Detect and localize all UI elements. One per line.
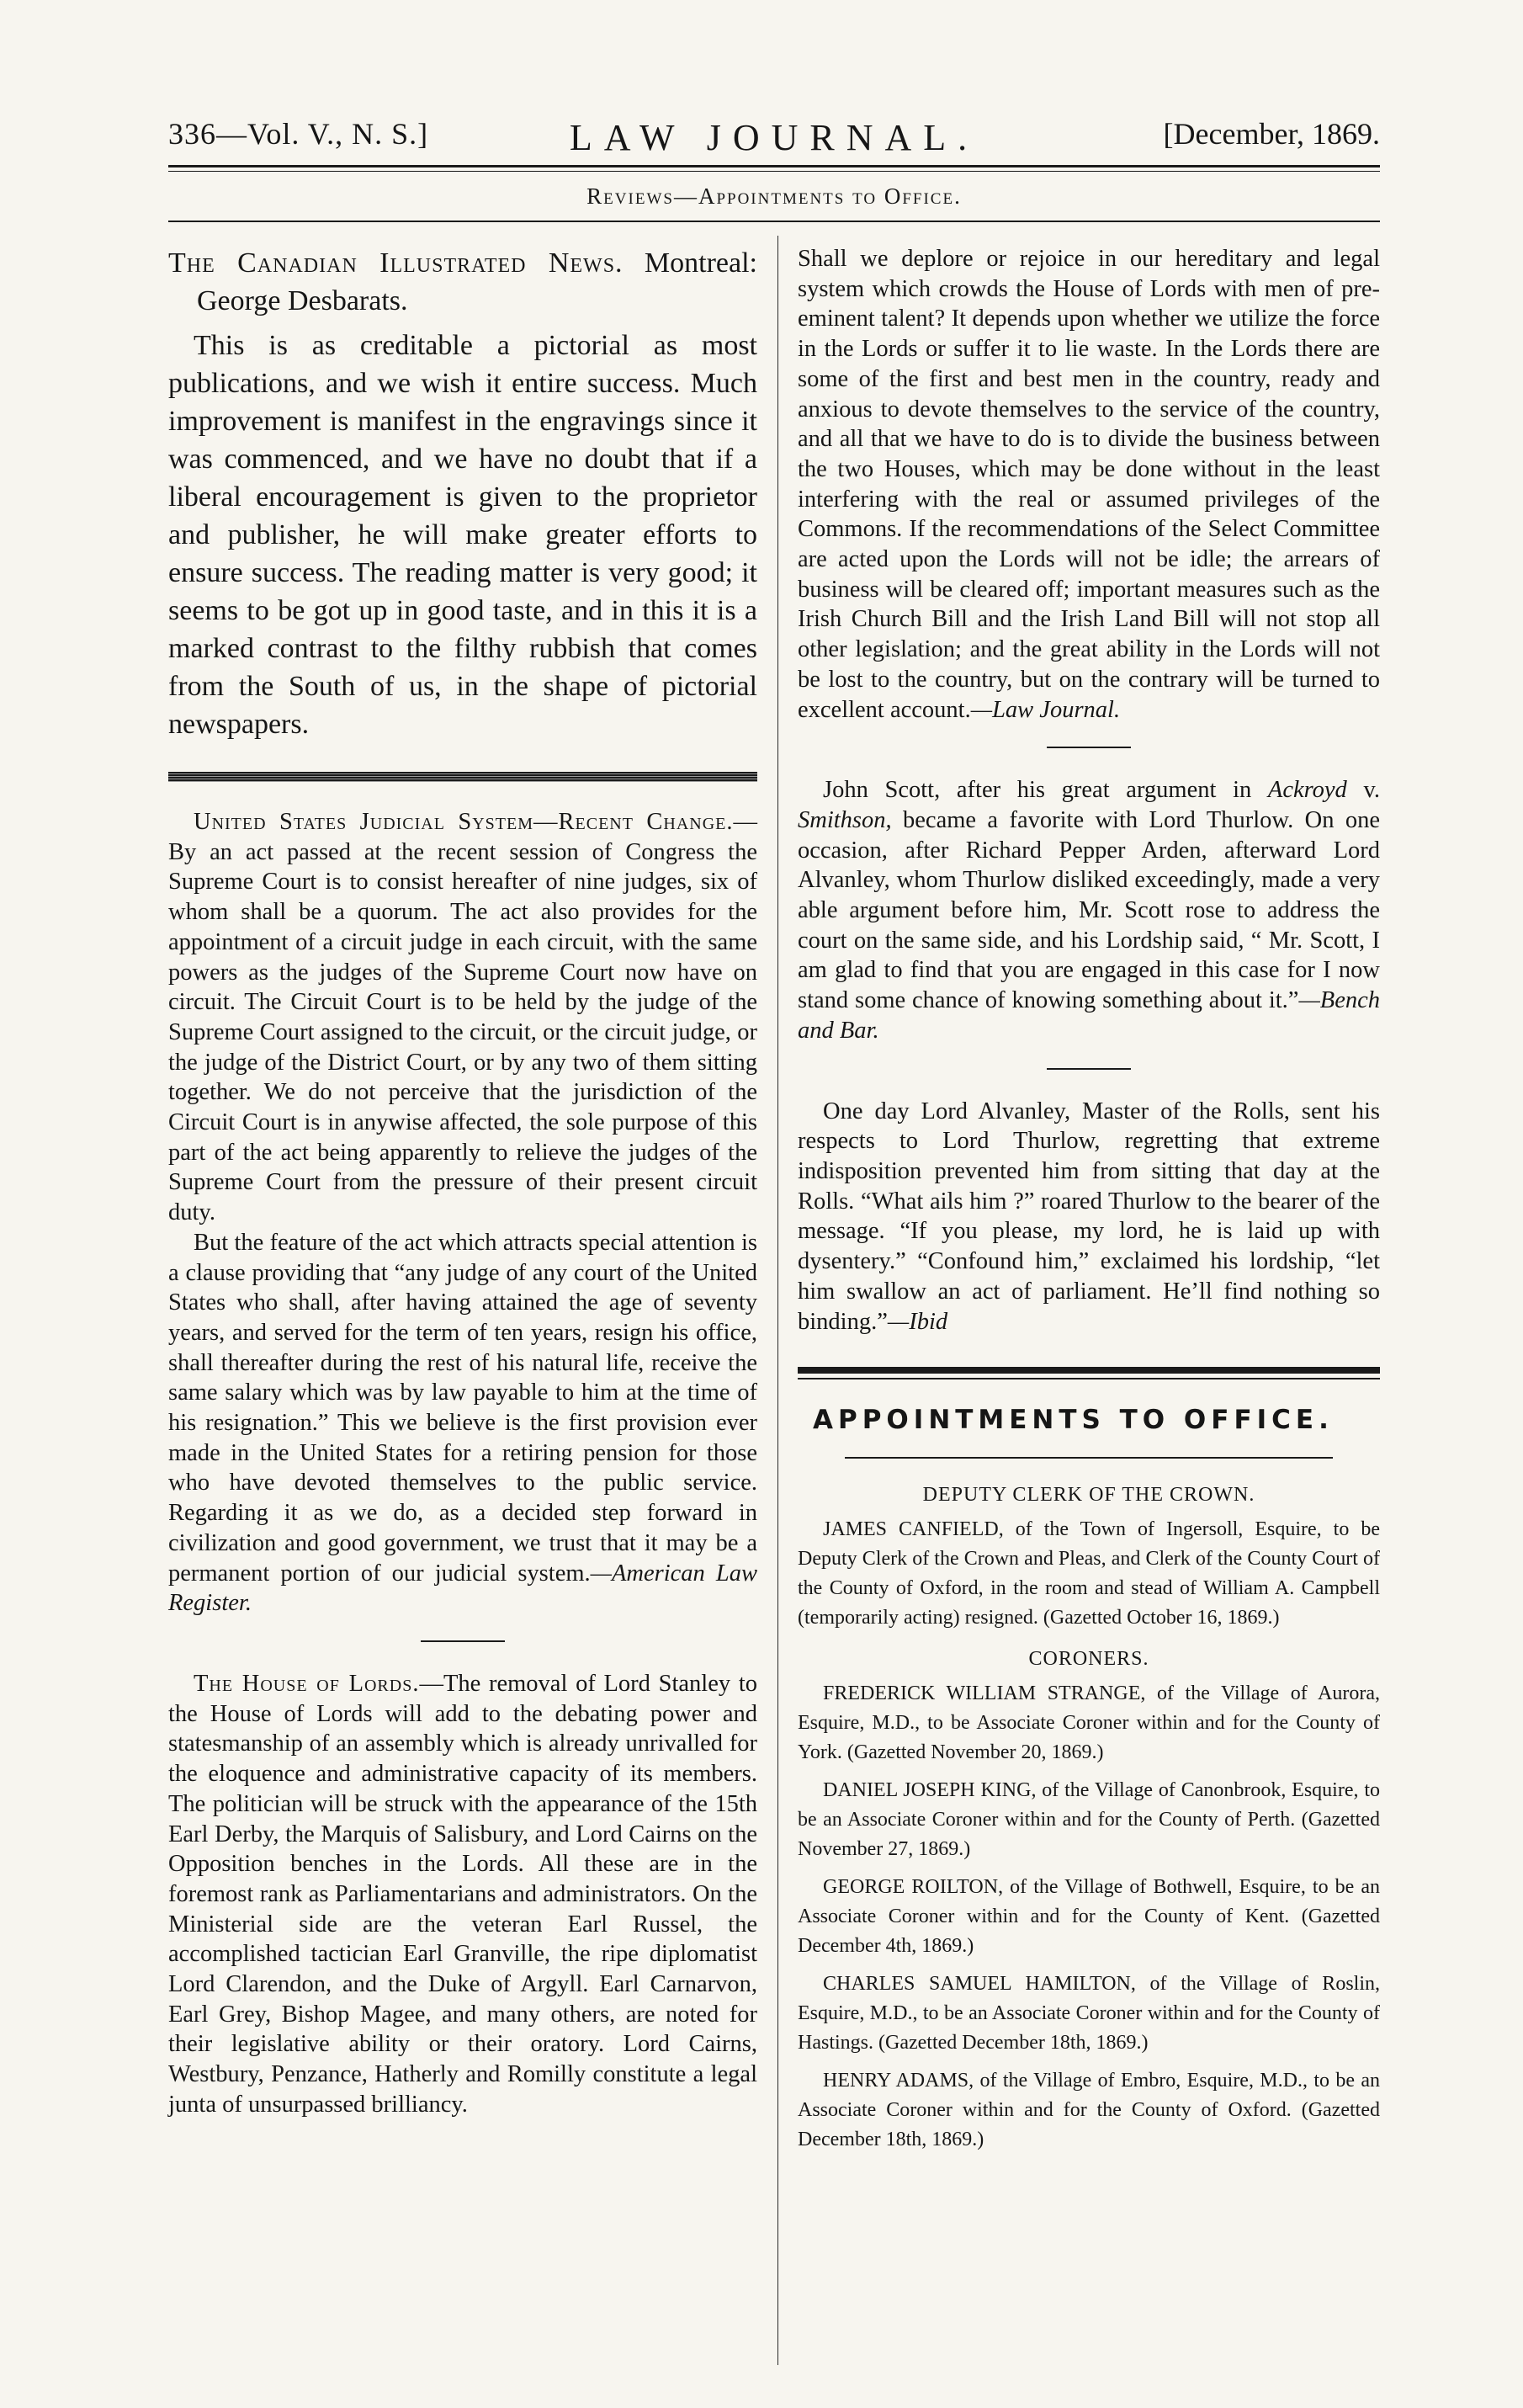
- appointments-rule-thick: [798, 1367, 1380, 1374]
- lords-heading: The House of Lords.: [194, 1670, 420, 1697]
- news-publisher: Montreal: George Desbarats.: [197, 247, 758, 316]
- scott-text-a: John Scott, after his great argument in: [823, 777, 1268, 804]
- left-column: [168, 244, 757, 2120]
- appointments-underline: [845, 1457, 1333, 1459]
- right-column: [798, 244, 1380, 2155]
- alvanley-source: —Ibid: [887, 1308, 948, 1335]
- scott-case-a: Ackroyd: [1267, 777, 1347, 804]
- judicial-para-2-wrap: [168, 1228, 757, 1619]
- judicial-para-1: —By an act passed at the recent session of Congress the Supreme Court is to consist hereafter of nine judges, six of whom shall be a quorum. The act also provides for the appointment of a circuit judge in each circuit, with the same powers as the judges of the Supreme Court now have on circuit. The Circuit Court is to be held by the judge of the Supreme Court assigned to the circuit, or the circuit judge, or the judge of the District Court, or by any two of them sitting together. We do not perceive that the jurisdiction of the Circuit Court is in anywise affected, the sole purpose of this part of the act being apparently to relieve the judges of the Supreme Court from the pressure of their present circuit duty.: [168, 809, 757, 1226]
- appointment-entry: CHARLES SAMUEL HAMILTON, of the Village of Roslin, Esquire, M.D., to be an Associate Coroner within and for the County of Hastings. (Gazetted December 18th, 1869.): [798, 1973, 1380, 2055]
- column-divider: [777, 236, 778, 2365]
- scott-case-b: Smithson,: [798, 806, 892, 833]
- alvanley-anecdote: [798, 1097, 1380, 1337]
- lords-article: [168, 1669, 757, 2120]
- article-separator: [421, 1640, 505, 1642]
- news-body: This is as creditable a pictorial as most publications, and we wish it entire success. Much improvement is manifest in the engravings since it was commenced, and we have no doubt that if a liberal encouragement is given to the proprietor and publisher, he will make greater efforts to ensure success. The reading matter is very good; it seems to be got up in good taste, and in this it is a marked contrast to the filthy rubbish that comes from the South of us, in the shape of pictorial newspapers.: [168, 330, 757, 740]
- scott-source: —Bench and Bar.: [798, 987, 1380, 1044]
- appointment-entry: JAMES CANFIELD, of the Town of Ingersoll, Esquire, to be Deputy Clerk of the Crown and Pleas, and Clerk of the County Court of the County of Oxford, in the room and stead of William A. Campbell (temporarily acting) resigned. (Gazetted October 16, 1869.): [798, 1518, 1380, 1629]
- alvanley-body: One day Lord Alvanley, Master of the Rolls, sent his respects to Lord Thurlow, regretting that extreme indisposition prevented him from sitting that day at the Rolls. “What ails him ?” roared Thurlow to the bearer of the message. “If you please, my lord, he is laid up with dysentery.” “Confound him,” exclaimed his lordship, “let him swallow an act of parliament. He’ll find nothing so binding.”: [798, 1098, 1380, 1335]
- appointment-entry: GEORGE ROILTON, of the Village of Bothwell, Esquire, to be an Associate Coroner within and for the County of Kent. (Gazetted December 4th, 1869.): [798, 1876, 1380, 1958]
- judicial-heading: United States Judicial System—Recent Change.: [194, 809, 734, 835]
- judicial-source: —American Law Register.: [168, 1560, 757, 1617]
- lords-cont-body: Shall we deplore or rejoice in our hereditary and legal system which crowds the House of Lords with men of pre-eminent talent? It depends upon whether we utilize the force in the Lords or suffer it to lie waste. In the Lords there are some of the first and best men in the country, ready and anxious to devote themselves to the service of the country, and all that we have to do is to divide the business between the two Houses, which may be done without in the least interfering with the real or assumed privileges of the Commons. If the recommendations of the Select Committee are acted upon the Lords will not be idle; the arrears of business will be cleared off; important measures such as the Irish Church Bill and the Irish Land Bill will not stop all other legislation; and the great ability in the Lords will not be lost to the country, but on the contrary will be turned to excellent account.: [798, 246, 1380, 723]
- judicial-article: [168, 807, 757, 1228]
- article-separator: [1047, 747, 1131, 748]
- news-heading: The Canadian Illustrated News.: [168, 247, 624, 279]
- subhead-rule: [168, 221, 1380, 222]
- header-rule-thin: [168, 171, 1380, 172]
- journal-title: LAW JOURNAL.: [569, 117, 979, 158]
- scott-text-c: became a favorite with Lord Thurlow. On one occasion, after Richard Pepper Arden, afterward Lord Alvanley, whom Thurlow disliked exceedingly, made a very able argument before him, Mr. Scott rose to address the court on the same side, and his Lordship said, “ Mr. Scott, I am glad to find that you are engaged in this case for I now stand some chance of knowing something about it.”: [798, 806, 1380, 1014]
- lords-continued: [798, 244, 1380, 725]
- running-head: [168, 116, 1380, 158]
- appointments-rule-thin: [798, 1378, 1380, 1379]
- section-divider: [168, 772, 757, 782]
- issue-date: [December, 1869.: [1163, 117, 1380, 151]
- appointment-entry: HENRY ADAMS, of the Village of Embro, Esquire, M.D., to be an Associate Coroner within and for the County of Oxford. (Gazetted December 18th, 1869.): [798, 2070, 1380, 2151]
- appointments-title: APPOINTMENTS TO OFFICE.: [813, 1405, 1334, 1436]
- scott-anecdote: [798, 775, 1380, 1045]
- section-title: Reviews—Appointments to Office.: [586, 183, 962, 209]
- scott-text-b: v.: [1346, 777, 1381, 804]
- lords-body: —The removal of Lord Stanley to the House of Lords will add to the debating power and statesmanship of an assembly which is already unrivalled for the eloquence and administrative capacity of its members. The politician will be struck with the appearance of the 15th Earl Derby, the Marquis of Salisbury, and Lord Cairns on the Opposition benches in the Lords. All these are in the foremost rank as Parliamentarians and administrators. On the Ministerial side are the veteran Earl Russel, the accomplished tactician Earl Granville, the ripe diplomatist Lord Clarendon, and the Duke of Argyll. Earl Carnarvon, Earl Grey, Bishop Magee, and many others, are noted for their legislative ability or their oratory. Lord Cairns, Westbury, Penzance, Hatherly and Romilly constitute a legal junta of unsurpassed brilliancy.: [168, 1670, 758, 2118]
- appointment-entry: DANIEL JOSEPH KING, of the Village of Canonbrook, Esquire, to be an Associate Coroner within and for the County of Perth. (Gazetted November 27, 1869.): [798, 1779, 1380, 1861]
- lords-source: —Law Journal.: [970, 696, 1121, 723]
- header-rule-thick: [168, 165, 1380, 167]
- appointment-entry: FREDERICK WILLIAM STRANGE, of the Village of Aurora, Esquire, M.D., to be Associate Coroner within and for the County of York. (Gazetted November 20, 1869.): [798, 1682, 1380, 1764]
- section-heading-deputy-clerk: DEPUTY CLERK OF THE CROWN.: [922, 1484, 1255, 1507]
- article-separator: [1047, 1068, 1131, 1070]
- page-reference: 336—Vol. V., N. S.]: [168, 117, 429, 151]
- news-review: [168, 244, 757, 320]
- judicial-para-2: But the feature of the act which attracts special attention is a clause providing that “any judge of any court of the United States who shall, after having attained the age of seventy years, and served for the term of ten years, resign his office, shall thereafter during the rest of his natural life, receive the same salary which was by law payable to him at the time of his resignation.” This we believe is the first provision ever made in the United States for a retiring pension for those who have devoted themselves to the public service. Regarding it as we do, as a decided step forward in civilization and good government, we trust that it may be a permanent portion of our judicial system.: [168, 1229, 757, 1587]
- section-heading-coroners: CORONERS.: [1028, 1648, 1149, 1671]
